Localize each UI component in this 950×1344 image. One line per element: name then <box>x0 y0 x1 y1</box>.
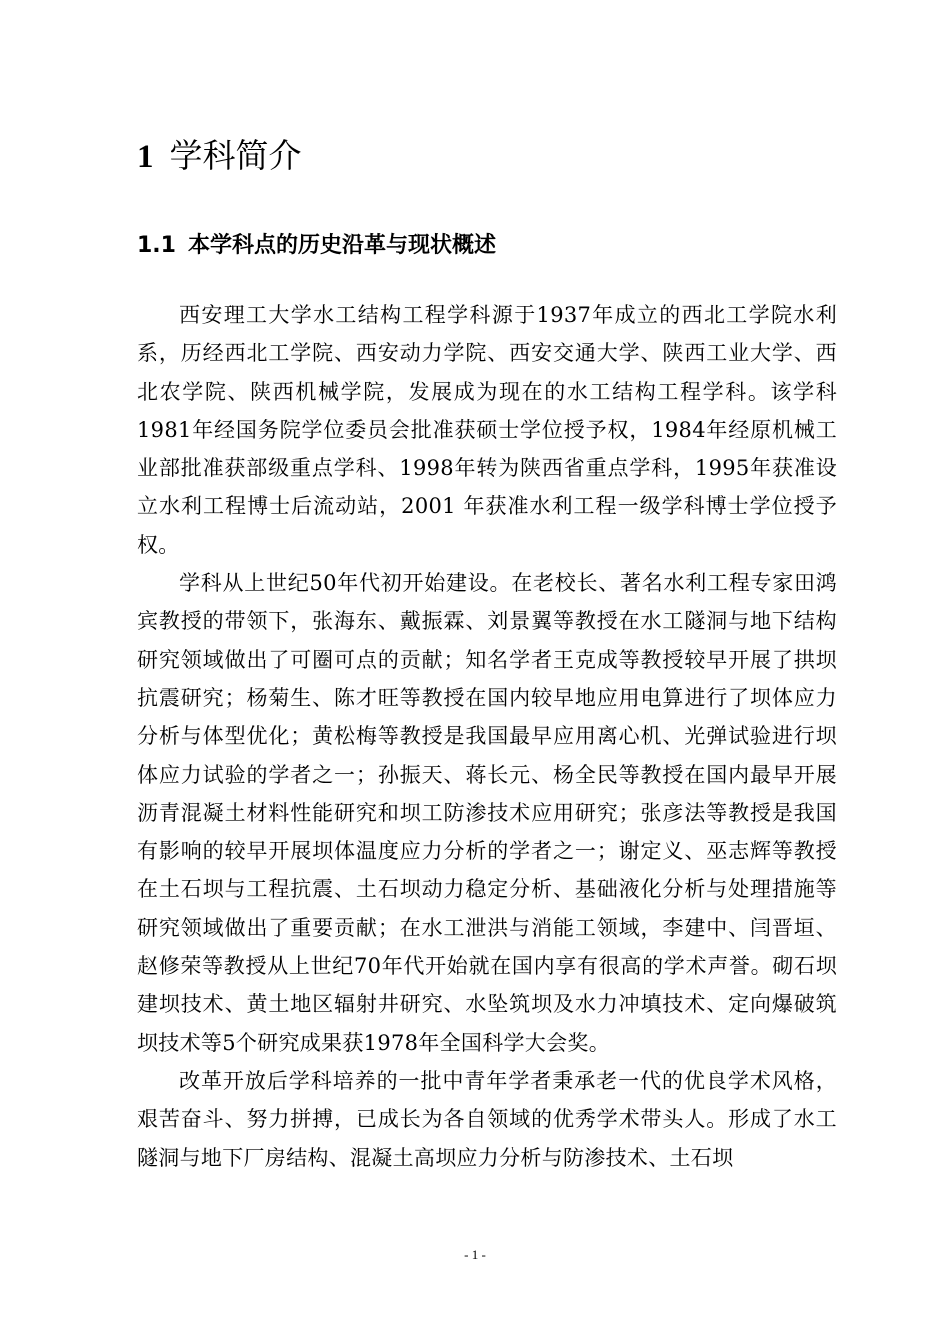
section-heading <box>137 226 496 266</box>
chapter-heading <box>137 132 302 181</box>
paragraph-history: 西安理工大学水工结构工程学科源于1937年成立的西北工学院水利系，历经西北工学院、西安动力学院、西安交通大学、陕西工业大学、西北农学院、陕西机械学院，发展成为现在的水工结构工程学科。该学科1981年经国务院学位委员会批准获硕士学位授予权，1984年经原机械工业部批准获部级重点学科、1998年转为陕西省重点学科，1995年获准设立水利工程博士后流动站，2001 年获准水利工程一级学科博士学位授予权。 <box>137 303 837 557</box>
body-text <box>137 296 837 1177</box>
chapter-number: 1 <box>137 139 154 175</box>
chapter-title: 学科简介 <box>169 136 302 175</box>
section-title: 本学科点的历史沿革与现状概述 <box>187 233 496 258</box>
paragraph-reform: 改革开放后学科培养的一批中青年学者秉承老一代的优良学术风格，艰苦奋斗、努力拼搏，已成长为各自领域的优秀学术带头人。形成了水工隧洞与地下厂房结构、混凝土高坝应力分析与防渗技术、土石坝 <box>137 1068 837 1170</box>
page-number: - 1 - <box>464 1247 486 1262</box>
paragraph-development: 学科从上世纪50年代初开始建设。在老校长、著名水利工程专家田鸿宾教授的带领下，张海东、戴振霖、刘景翼等教授在水工隧洞与地下结构研究领域做出了可圈可点的贡献；知名学者王克成等教授较早开展了拱坝抗震研究；杨菊生、陈才旺等教授在国内较早地应用电算进行了坝体应力分析与体型优化；黄松梅等教授是我国最早应用离心机、光弹试验进行坝体应力试验的学者之一；孙振天、蒋长元、杨全民等教授在国内最早开展沥青混凝土材料性能研究和坝工防渗技术应用研究；张彦法等教授是我国有影响的较早开展坝体温度应力分析的学者之一；谢定义、巫志辉等教授在土石坝与工程抗震、土石坝动力稳定分析、基础液化分析与处理措施等研究领域做出了重要贡献；在水工泄洪与消能工领域，李建中、闫晋垣、赵修荣等教授从上世纪70年代开始就在国内享有很高的学术声誉。砌石坝建坝技术、黄土地区辐射井研究、水坠筑坝及水力冲填技术、定向爆破筑坝技术等5个研究成果获1978年全国科学大会奖。 <box>137 571 837 1055</box>
section-number: 1.1 <box>137 233 176 258</box>
